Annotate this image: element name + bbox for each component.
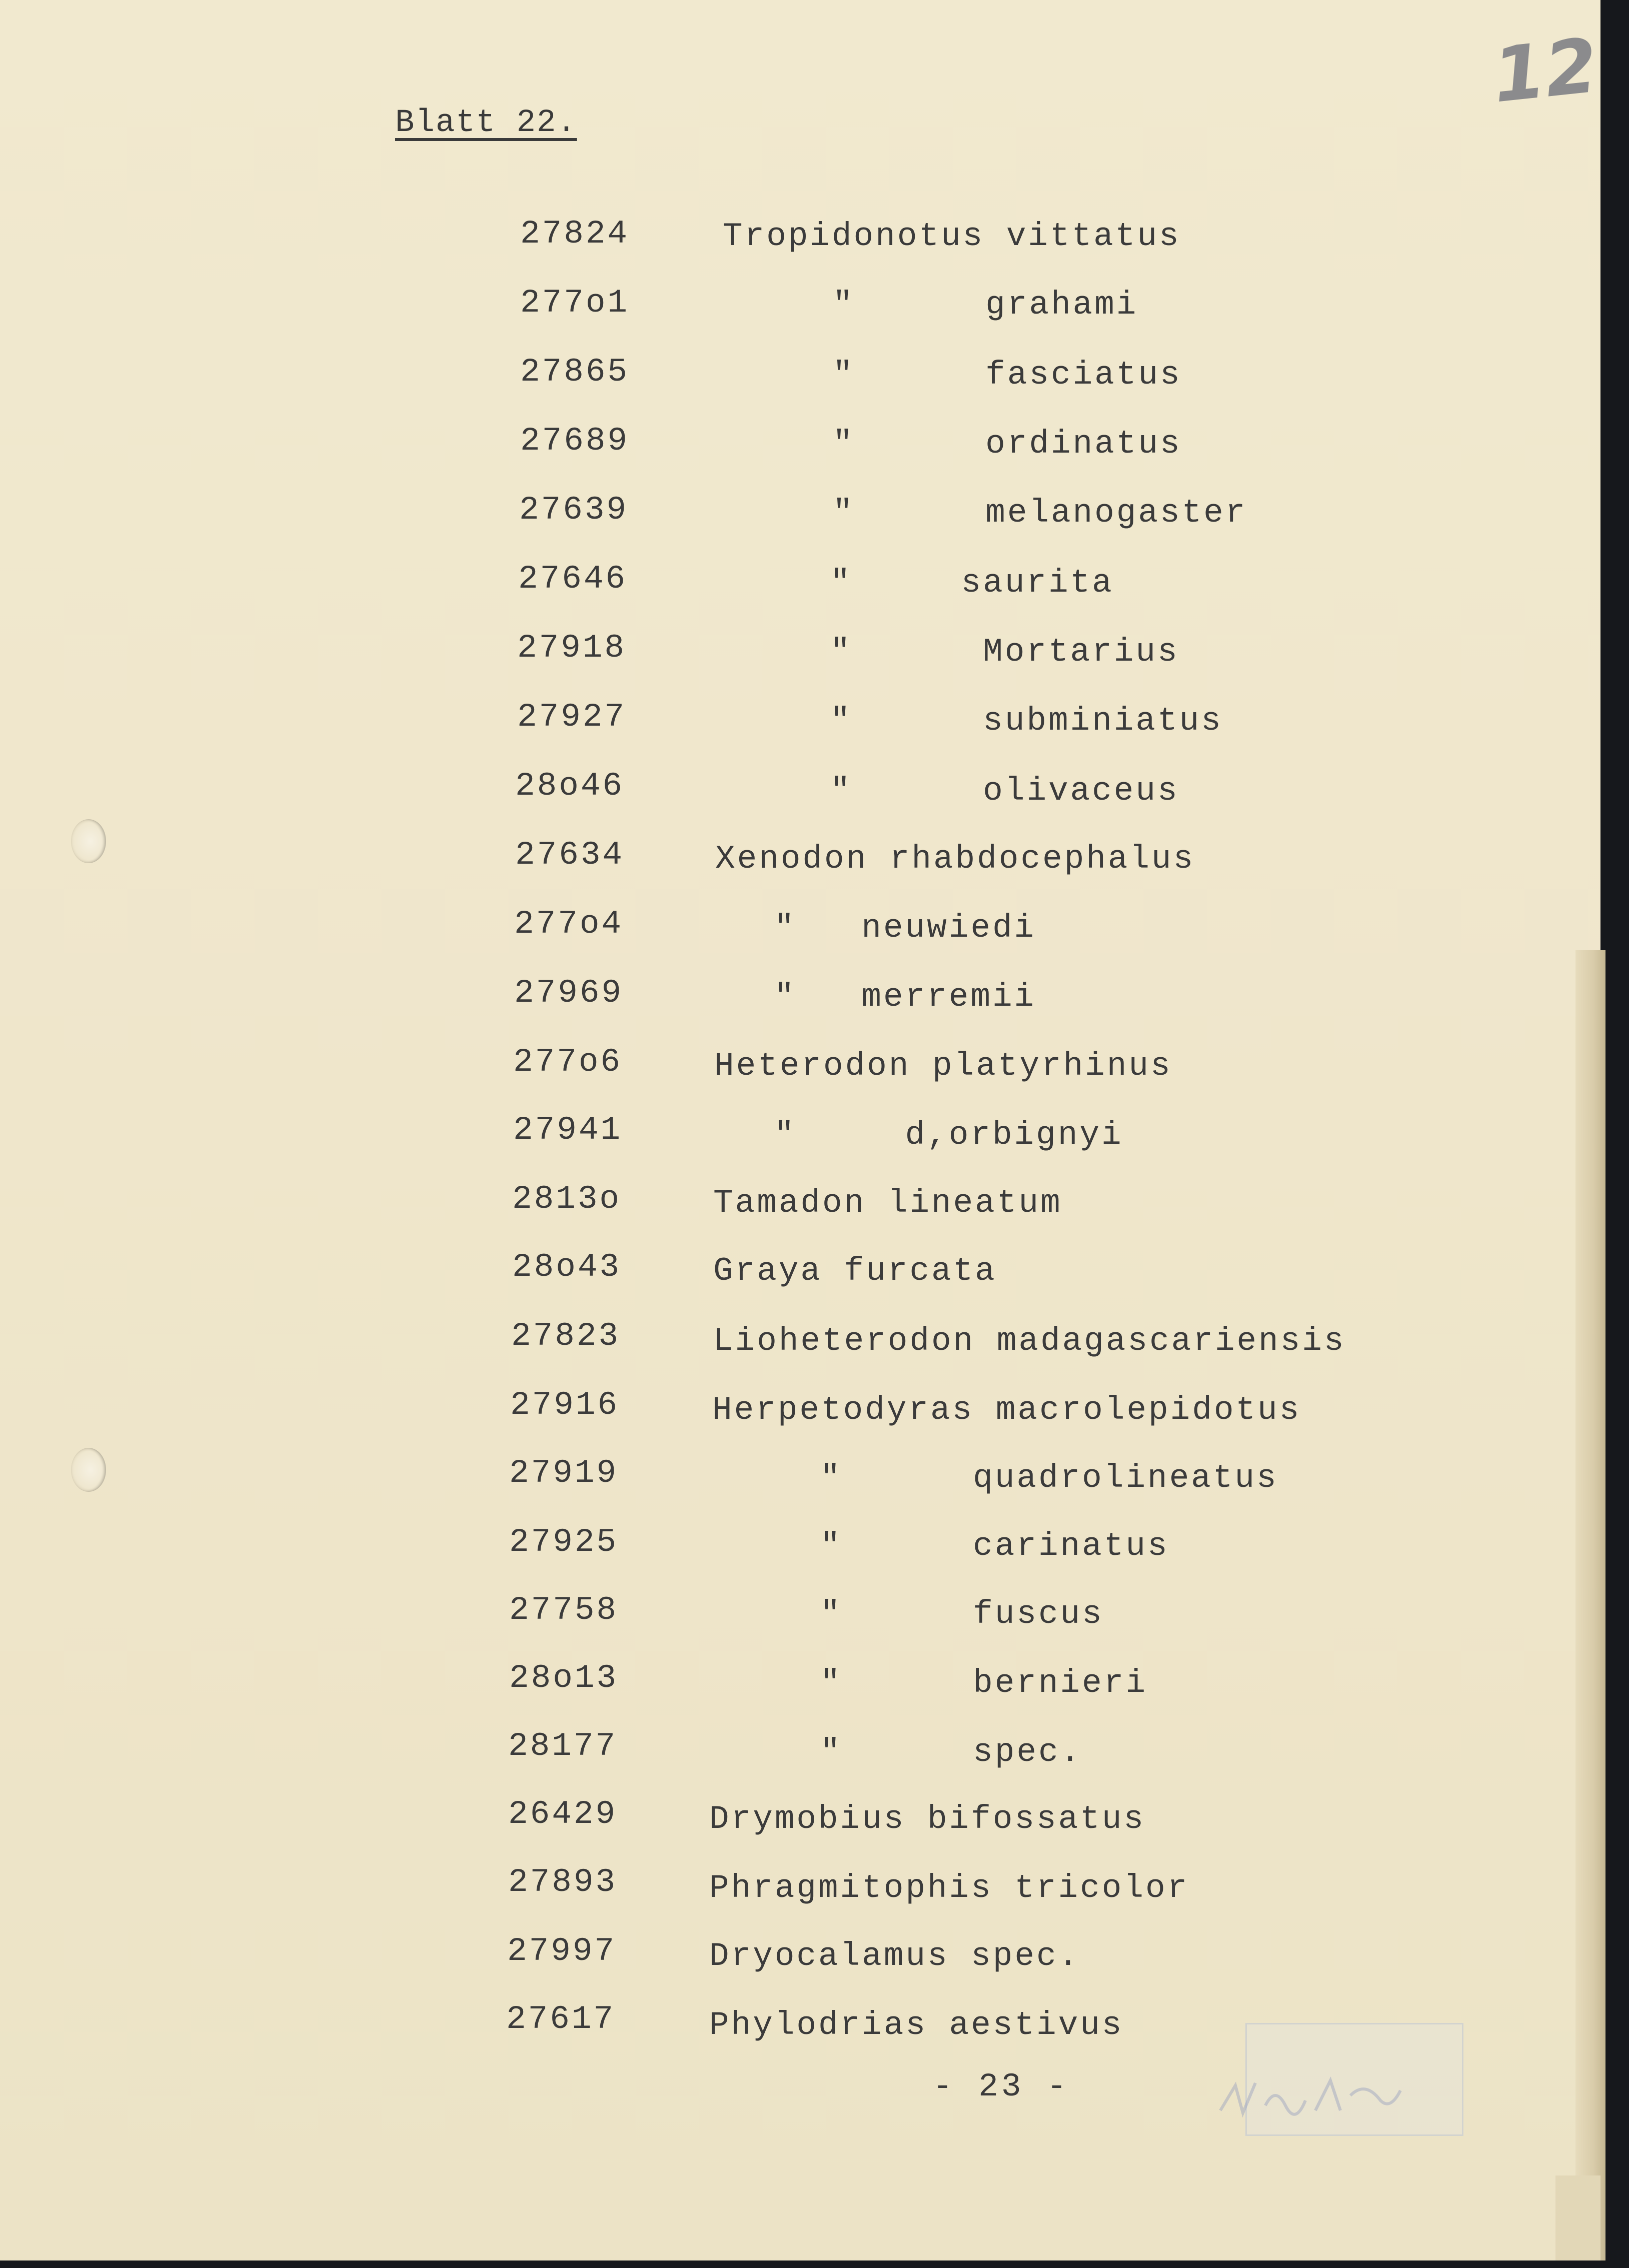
punch-hole-top <box>71 819 106 863</box>
entry-name: " Mortarius <box>830 633 1179 671</box>
entry-name: Tropidonotus vittatus <box>723 218 1181 255</box>
entry-number: 27919 <box>509 1454 619 1492</box>
entry-name: Graya furcata <box>713 1252 997 1290</box>
entry-number: 27916 <box>510 1386 620 1424</box>
entry-number: 27969 <box>514 974 624 1012</box>
entry-name: " spec. <box>820 1733 1082 1771</box>
entry-name: " d,orbignyi <box>774 1116 1123 1154</box>
entry-name: Drymobius bifossatus <box>709 1800 1146 1838</box>
entry-name: " quadrolineatus <box>820 1459 1278 1497</box>
entry-number: 277o6 <box>513 1043 623 1081</box>
entry-number: 27758 <box>509 1591 619 1629</box>
entry-number: 27824 <box>520 215 630 253</box>
entry-name: Tamadon lineatum <box>713 1184 1062 1222</box>
entry-name: " subminiatus <box>830 702 1223 740</box>
entry-name: " ordinatus <box>833 425 1182 463</box>
footer-page-number: - 23 - <box>933 2068 1070 2105</box>
entry-number: 26429 <box>508 1795 618 1833</box>
entry-name: " carinatus <box>820 1527 1169 1565</box>
entry-number: 27941 <box>513 1111 623 1149</box>
entry-number: 27997 <box>507 1932 617 1970</box>
entry-name: " fuscus <box>820 1595 1104 1633</box>
entry-name: Phylodrias aestivus <box>709 2006 1124 2044</box>
entry-number: 27646 <box>518 560 628 598</box>
stacked-paper-corner <box>1555 2175 1600 2260</box>
entry-name: " neuwiedi <box>774 909 1036 947</box>
faded-stamp-scribble <box>1215 2065 1405 2125</box>
entry-name: Herpetodyras macrolepidotus <box>712 1391 1301 1429</box>
entry-number: 27634 <box>515 836 625 874</box>
entry-number: 27918 <box>517 629 627 667</box>
entry-number: 27823 <box>511 1317 621 1355</box>
entry-name: " bernieri <box>820 1664 1148 1702</box>
entry-name: Dryocalamus spec. <box>709 1937 1080 1975</box>
entry-name: Heterodon platyrhinus <box>714 1047 1172 1085</box>
entry-number: 277o1 <box>520 284 630 322</box>
entry-number: 28o46 <box>515 767 625 805</box>
entry-number: 27639 <box>519 491 629 529</box>
entry-number: 28o13 <box>509 1659 619 1697</box>
entry-name: Phragmitophis tricolor <box>709 1869 1189 1907</box>
entry-name: " merremii <box>774 978 1036 1016</box>
entry-number: 27925 <box>509 1523 619 1561</box>
entry-name: " grahami <box>833 286 1138 324</box>
entry-number: 27893 <box>508 1863 618 1901</box>
entry-number: 2813o <box>512 1180 622 1218</box>
sheet-label: Blatt 22. <box>395 105 577 141</box>
entry-number: 27689 <box>520 422 630 460</box>
entry-name: " saurita <box>830 564 1114 602</box>
entry-name: " olivaceus <box>830 772 1179 810</box>
handwritten-page-number: 12 <box>1488 22 1602 120</box>
entry-number: 27617 <box>506 2000 616 2038</box>
entry-number: 28177 <box>508 1727 618 1765</box>
punch-hole-bottom <box>71 1448 106 1492</box>
entry-name: Xenodon rhabdocephalus <box>715 840 1195 878</box>
stacked-paper-edge <box>1575 950 1605 2260</box>
entry-name: " melanogaster <box>833 494 1247 532</box>
entry-number: 27865 <box>520 353 630 391</box>
entry-number: 277o4 <box>514 905 624 943</box>
entry-name: " fasciatus <box>833 356 1182 394</box>
entry-number: 28o43 <box>512 1248 622 1286</box>
entry-number: 27927 <box>517 698 627 736</box>
entry-name: Lioheterodon madagascariensis <box>713 1322 1346 1360</box>
